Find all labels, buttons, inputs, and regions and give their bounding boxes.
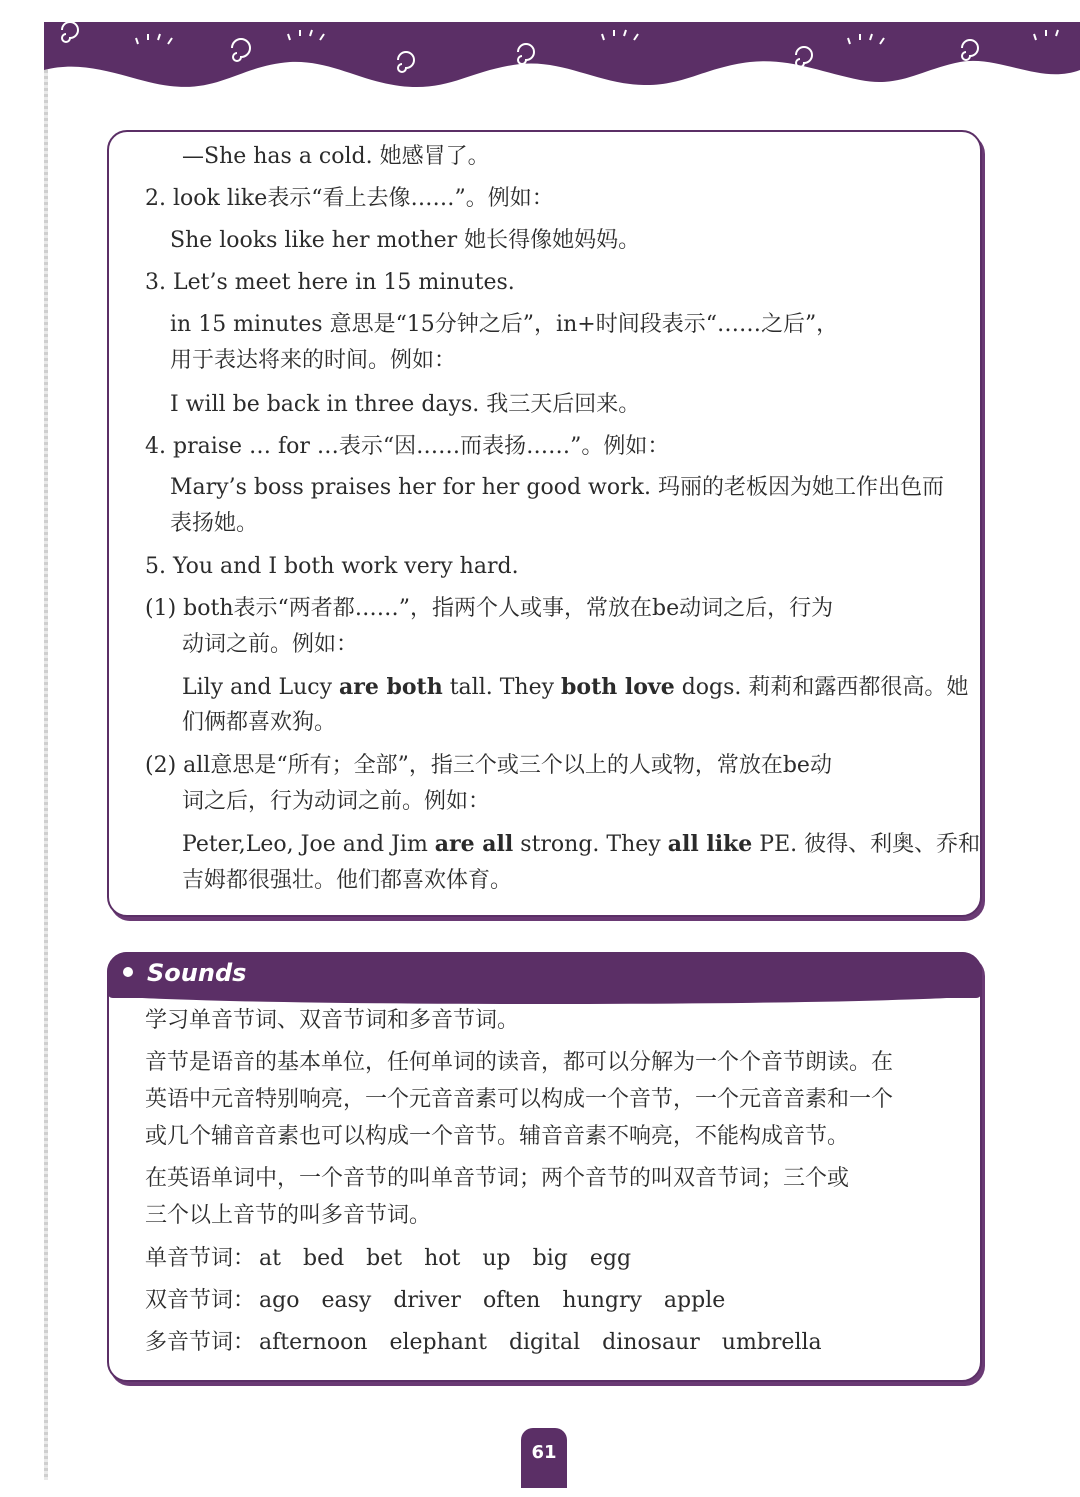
example-sentence: 表扬她。 <box>170 511 259 536</box>
bullet-icon <box>123 967 133 977</box>
note-line: —She has a cold. 她感冒了。 <box>182 144 490 169</box>
note-heading: 4. praise … for …表示“因……而表扬……”。例如： <box>145 434 670 459</box>
bold-phrase: are all <box>434 831 514 857</box>
sounds-line: 音节是语音的基本单位，任何单词的读音，都可以分解为一个个音节朗读。在 <box>145 1050 894 1075</box>
word: bed <box>302 1246 345 1271</box>
decorative-header-band <box>0 0 1080 110</box>
page-number-tab <box>521 1428 567 1488</box>
sounds-title-text: Sounds <box>147 959 247 987</box>
word: hungry <box>562 1288 642 1313</box>
text-span: Lily and Lucy <box>182 675 339 700</box>
sounds-header <box>107 952 982 998</box>
note-line: 动词之前。例如： <box>182 632 359 657</box>
note-heading: 5. You and I both work very hard. <box>145 554 519 579</box>
bold-phrase: are both <box>339 674 443 700</box>
word-category-label: 单音节词： <box>145 1246 256 1271</box>
word: ago <box>259 1288 300 1313</box>
text-span: Peter,Leo, Joe and Jim <box>182 832 435 857</box>
example-sentence: She looks like her mother 她长得像她妈妈。 <box>170 228 641 253</box>
word-category-label: 双音节词： <box>145 1288 256 1313</box>
note-heading: 2. look like表示“看上去像……”。例如： <box>145 186 554 211</box>
example-sentence: 们俩都喜欢狗。 <box>182 710 337 735</box>
word: umbrella <box>721 1330 822 1355</box>
note-line: (1) both表示“两者都……”，指两个人或事，常放在be动词之后，行为 <box>145 596 834 621</box>
word: egg <box>589 1246 632 1271</box>
sounds-line: 或几个辅音音素也可以构成一个音节。辅音音素不响亮，不能构成音节。 <box>145 1124 850 1149</box>
word: at <box>259 1246 281 1271</box>
word: bet <box>366 1246 403 1271</box>
bold-phrase: all like <box>667 831 753 857</box>
page-edge <box>44 40 48 1480</box>
example-sentence <box>182 829 980 860</box>
word: driver <box>393 1288 461 1313</box>
note-line: in 15 minutes 意思是“15分钟之后”，in+时间段表示“……之后”， <box>170 312 839 337</box>
note-line: 用于表达将来的时间。例如： <box>170 348 457 373</box>
word: easy <box>321 1288 372 1313</box>
example-sentence <box>182 672 968 703</box>
text-span: dogs. 莉莉和露西都很高。她 <box>674 675 969 700</box>
text-span: strong. They <box>513 832 668 857</box>
example-sentence: I will be back in three days. 我三天后回来。 <box>170 392 641 417</box>
word-category-label: 多音节词： <box>145 1330 256 1355</box>
word: apple <box>663 1288 726 1313</box>
word: big <box>532 1246 568 1271</box>
sounds-line: 学习单音节词、双音节词和多音节词。 <box>145 1008 520 1033</box>
text-span: PE. 彼得、利奥、乔和 <box>752 832 981 857</box>
note-line: (2) all意思是“所有；全部”，指三个或三个以上的人或物，常放在be动 <box>145 753 832 778</box>
sounds-line: 英语中元音特别响亮，一个元音音素可以构成一个音节，一个元音音素和一个 <box>145 1087 894 1112</box>
note-heading: 3. Let’s meet here in 15 minutes. <box>145 270 515 295</box>
bold-phrase: both love <box>561 674 675 700</box>
word: elephant <box>389 1330 487 1355</box>
word: dinosaur <box>602 1330 700 1355</box>
polysyllabic-words <box>145 1328 844 1358</box>
word: afternoon <box>259 1330 368 1355</box>
page-number: 61 <box>531 1442 557 1463</box>
example-sentence: 吉姆都很强壮。他们都喜欢体育。 <box>182 868 513 893</box>
sounds-line: 三个以上音节的叫多音节词。 <box>145 1203 432 1228</box>
word: hot <box>424 1246 461 1271</box>
word: digital <box>508 1330 581 1355</box>
sounds-title <box>123 959 246 987</box>
word: up <box>482 1246 511 1271</box>
monosyllabic-words <box>145 1244 653 1274</box>
example-sentence: Mary’s boss praises her for her good work. 玛丽的老板因为她工作出色而 <box>170 475 944 500</box>
word: often <box>482 1288 541 1313</box>
text-span: tall. They <box>442 675 562 700</box>
disyllabic-words <box>145 1286 747 1316</box>
sounds-line: 在英语单词中，一个音节的叫单音节词；两个音节的叫双音节词；三个或 <box>145 1166 850 1191</box>
note-line: 词之后，行为动词之前。例如： <box>182 789 491 814</box>
